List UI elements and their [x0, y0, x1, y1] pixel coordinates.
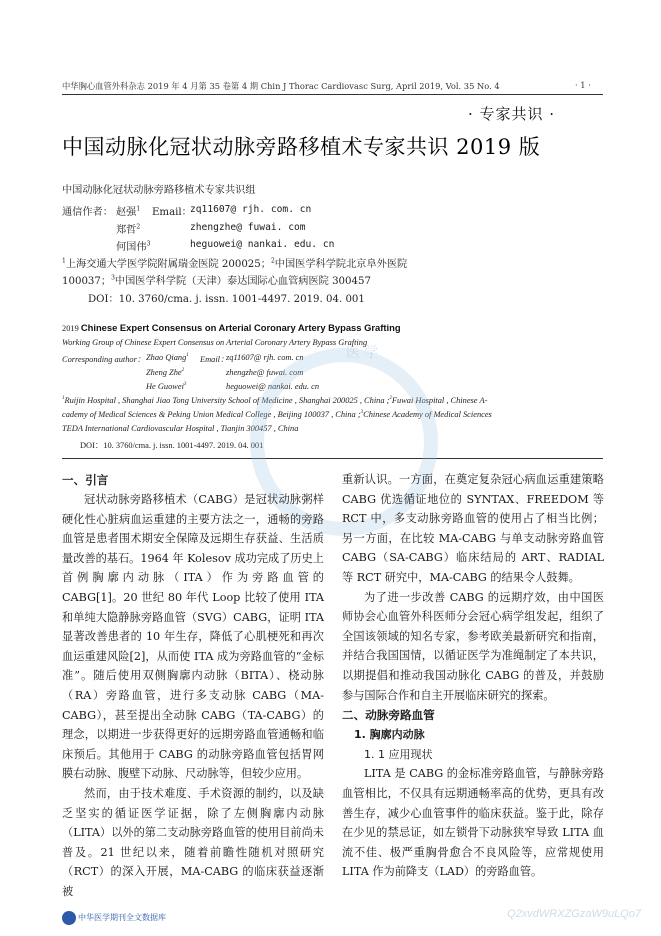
- en-title-line: 2019 Chinese Expert Consensus on Arterial Coronary Artery Bypass Grafting: [62, 322, 401, 333]
- en-author-email[interactable]: zq11607@ rjh. com. cn: [226, 353, 304, 362]
- body-paragraph: LITA 是 CABG 的金标准旁路血管，与静脉旁路血管相比，不仅具有远期通畅率高的优势，更具有改善生存，减少心血管事件的临床获益。鉴于此，除存在少见的禁忌证，如左锁骨下动脉狭窄导致 LITA 血流不佳、极严重胸骨愈合不良风险等，应常规使用 LITA 作为前降支（LAD）的旁路血管。: [342, 767, 604, 879]
- author-name: 何国伟$^3$: [116, 240, 151, 253]
- en-affiliation-line: TEDA International Cardiovascular Hospital , Tianjin 300457 , China: [62, 424, 299, 433]
- author-name: 郑哲$^2$: [116, 223, 141, 236]
- en-author-name: Zheng Zhe$^2$: [146, 368, 185, 377]
- affiliation-line: 100037；$^3$中国医学科学院（天津）泰达国际心血管病医院 300457: [62, 274, 371, 287]
- running-header: 中华胸心血管外科杂志 2019 年 4 月第 35 卷第 4 期 Chin J Thorac Cardiovasc Surg, April 2019, Vol. 35 No. 4: [62, 81, 500, 91]
- author-email[interactable]: zhengzhe@ fuwai. com: [190, 222, 306, 233]
- en-author-email[interactable]: zhengzhe@ fuwai. com: [226, 368, 304, 377]
- watermark-code: Q2xvdWRXZGzaW9uLQo7: [507, 908, 641, 920]
- en-author-email[interactable]: heguowei@ nankai. edu. cn: [226, 382, 320, 391]
- article-title: 中国动脉化冠状动脉旁路移植术专家共识 2019 版: [62, 135, 541, 159]
- en-doi[interactable]: DOI：10. 3760/cma. j. issn. 1001-4497. 2019. 04. 001: [80, 441, 264, 450]
- en-affiliation-line: cademy of Medical Sciences & Peking Union Medical College , Beijing 100037 , China ;$^3$Chinese Academy of Medical Sciences: [62, 410, 492, 419]
- author-name: 赵强$^1$: [116, 205, 141, 218]
- email-label: Email：: [152, 207, 192, 218]
- database-logo: 中华医学期刊全文数据库: [62, 907, 166, 926]
- subsubsection-heading-status: 1. 1 应用现状: [364, 747, 433, 761]
- author-email[interactable]: heguowei@ nankai. edu. cn: [190, 239, 335, 250]
- header-rule: [62, 94, 603, 95]
- subsection-heading-ita: 1. 胸廓内动脉: [354, 728, 425, 742]
- body-paragraph: 为了进一步改善 CABG 的远期疗效，由中国医师协会心血管外科医师分会冠心病学组发起，组织了全国该领域的知名专家，参考欧美最新研究和指南，并结合我国国情，以循证医学为准绳制定了本共识，以期提倡和推动我国动脉化 CABG 的普及，并鼓励参与国际合作和自主开展临床研究的探索。: [342, 590, 604, 702]
- page-number: · 1 ·: [575, 80, 591, 90]
- body-paragraph: 然而，由于技术难度、手术资源的制约，以及缺乏坚实的循证医学证据，除了左侧胸廓内动脉（LITA）以外的第二支动脉旁路血管的使用目前尚未普及。21 世纪以来，随着前瞻性随机对照研究（RCT）的深入开展，MA-CABG 的临床获益逐渐被: [62, 786, 324, 898]
- doi[interactable]: DOI：10. 3760/cma. j. issn. 1001-4497. 2019. 04. 001: [88, 294, 365, 305]
- en-working-group: Working Group of Chinese Expert Consensus on Arterial Coronary Artery Bypass Grafting: [62, 338, 368, 347]
- corr-label: 通信作者：: [62, 207, 113, 218]
- en-email-label: Email：: [200, 355, 229, 364]
- en-corr-label: Corresponding author：: [62, 355, 146, 364]
- en-author-name: Zhao Qiang$^1$: [146, 353, 189, 362]
- watermark-text: 医 学: [346, 345, 379, 361]
- en-affiliation-line: $^1$Ruijin Hospital , Shanghai Jiao Tong University School of Medicine , Shanghai 200025 , China ;$^2$Fuwai Hospital , Chinese A-: [62, 396, 488, 405]
- section-tag: · 专家共识 ·: [468, 105, 556, 123]
- affiliation-line: $^1$上海交通大学医学院附属瑞金医院 200025；$^2$中国医学科学院北京阜外医院: [62, 257, 408, 270]
- body-column-right: [342, 470, 604, 882]
- section-heading-arterial-grafts: 二、动脉旁路血管: [342, 708, 435, 723]
- body-column-left: [62, 470, 324, 901]
- body-paragraph: 冠状动脉旁路移植术（CABG）是冠状动脉粥样硬化性心脏病血运重建的主要方法之一，通畅的旁路血管是患者围术期安全保障及远期生存获益、生活质量改善的基石。1964 年 Kolesov 成功完成了历史上首例胸廓内动脉（ITA）作为旁路血管的 CABG[1]。20 世纪 80 年代 Loop 比较了使用 ITA 和单纯大隐静脉旁路血管（SVG）CABG，证明 ITA 显著改善患者的 10 年生存，降低了心肌梗死和再次血运重建风险[2]，从而使 ITA 成为旁路血管的“金标准”。随后使用双侧胸廓内动脉（BITA）、桡动脉（RA）旁路血管，进行多支动脉 CABG（MA-CABG），甚至提出全动脉 CABG（TA-CABG）的理念，以期进一步获得更好的远期旁路血管通畅和临床预后。其他用于 CABG 的动脉旁路血管包括胃网膜右动脉、腹壁下动脉、尺动脉等，但较少应用。: [62, 493, 324, 781]
- body-paragraph: 重新认识。一方面，在奠定复杂冠心病血运重建策略 CABG 优选循证地位的 SYNTAX、FREEDOM 等 RCT 中，多支动脉旁路血管的使用占了相当比例；另一方面，在比较 MA-CABG 与单支动脉旁路血管 CABG（SA-CABG）临床结局的 ART、RADIAL 等 RCT 研究中，MA-CABG 的结果令人鼓舞。: [342, 473, 604, 584]
- working-group: 中国动脉化冠状动脉旁路移植术专家共识组: [62, 185, 256, 196]
- logo-icon: [62, 911, 76, 925]
- author-email[interactable]: zq11607@ rjh. com. cn: [190, 204, 312, 215]
- en-author-name: He Guowei$^3$: [146, 382, 187, 391]
- section-heading-intro: 一、引言: [62, 473, 109, 487]
